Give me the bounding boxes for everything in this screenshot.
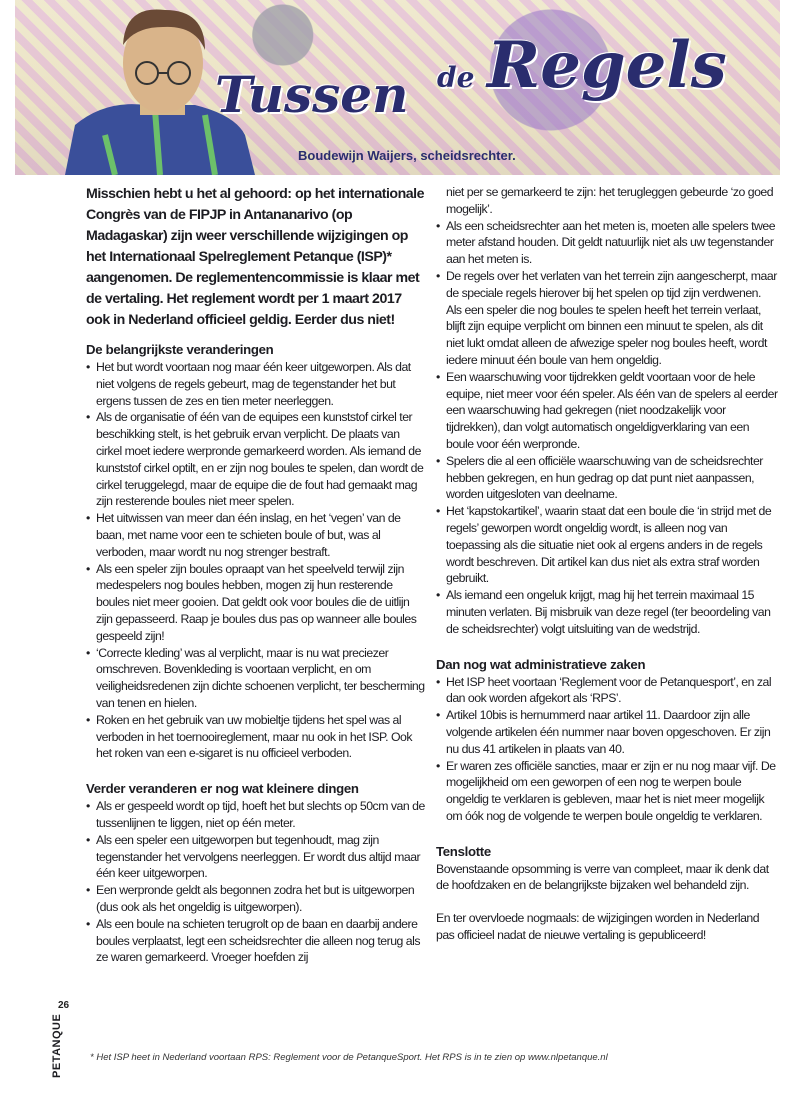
minor-changes-list — [86, 798, 428, 966]
title-part-2: de — [437, 61, 475, 94]
section-heading: Verder veranderen er nog wat kleinere dingen — [86, 781, 359, 797]
magazine-name: PETANQUE — [51, 1013, 63, 1078]
list-item: • Er waren zes officiële sancties, maar er zijn er nu nog maar vijf. De mogelijkheid om een geworpen of een nog te werpen boule ongeldig te verklaren is gebleven, maar het is niet meer mogelijk om óók nog de volgende te werpen boule ongeldig te verklaren. — [436, 758, 778, 825]
closing-paragraph: En ter overvloede nogmaals: de wijzigingen worden in Nederland pas officieel nadat de nieuwe vertaling is gepubliceerd! — [436, 911, 760, 943]
header-banner — [15, 0, 780, 175]
footnote: * Het ISP heet in Nederland voortaan RPS: Reglement voor de PetanqueSport. Het RPS is in te zien op www.nlpetanque.nl — [90, 1052, 608, 1063]
right-column — [436, 184, 778, 944]
closing-paragraph: Bovenstaande opsomming is verre van compleet, maar ik denk dat de hoofdzaken en de belangrijkste bijzaken wel behandeld zijn. — [436, 861, 769, 893]
section-heading: De belangrijkste veranderingen — [86, 342, 274, 357]
minor-changes-list-continued — [436, 218, 778, 638]
list-item: • Het ‘kapstokartikel’, waarin staat dat een boule die ‘in strijd met de regels’ geworpen wordt ongeldig wordt, is alleen nog van toepassing als die situatie niet ook al ergens anders in de regels wordt beschreven. Dit artikel kan dus niet als extra straf worden gebruikt. — [436, 503, 778, 587]
list-item: • Het but wordt voortaan nog maar één keer uitgeworpen. Als dat niet volgens de regels gebeurt, mag de tegenstander het but ergens tussen de zes en tien meter neerleggen. — [86, 359, 428, 409]
list-item: • Als een speler zijn boules opraapt van het speelveld terwijl zijn medespelers nog boules hebben, mogen zij hun resterende boules niet meer gooien. Dat geldt ook voor boules die de uitlijn zijn gepasseerd. Raap je boules dus pas op wanneer alle boules gespeeld zijn! — [86, 561, 428, 645]
column-title — [215, 20, 775, 140]
list-item: • ‘Correcte kleding’ was al verplicht, maar is nu wat preciezer omschreven. Bovenkleding is voortaan verplicht, en om veiligheidsredenen zijn dichte schoenen verplicht, ter bescherming van tenen en hielen. — [86, 645, 428, 712]
section-heading: Dan nog wat administratieve zaken — [436, 656, 646, 672]
section-heading: Tenslotte — [436, 843, 491, 859]
byline: Boudewijn Waijers, scheidsrechter. — [298, 148, 516, 163]
list-item: • Het ISP heet voortaan ‘Reglement voor de Petanquesport’, en zal dan ook worden afgekort als ‘RPS’. — [436, 674, 778, 708]
page-number: 26 — [58, 1000, 70, 1011]
continued-text: niet per se gemarkeerd te zijn: het terugleggen gebeurde ‘zo goed mogelijk’. — [446, 185, 774, 216]
list-item: • Een waarschuwing voor tijdrekken geldt voortaan voor de hele equipe, niet meer voor één speler. Als één van de spelers al eerder een waarschuwing had gekregen (niet noodzakelijk voor tijdrekken), dan volgt automatisch ongeldigverklaring van een boule voor één werpronde. — [436, 369, 778, 453]
title-part-3: Regels — [487, 28, 727, 103]
changes-list — [86, 359, 428, 762]
intro-paragraph: Misschien hebt u het al gehoord: op het internationale Congrès van de FIPJP in Antananarivo (op Madagaskar) zijn weer verschillende wijzigingen op het Internationaal Spelreglement Petanque (ISP)* aangenomen. De reglementencommissie is klaar met de vertaling. Het reglement wordt per 1 maart 2017 ook in Nederland officieel geldig. Eerder dus niet! — [86, 186, 424, 328]
list-item: • Als er gespeeld wordt op tijd, hoeft het but slechts op 50cm van de tussenlijnen te liggen, niet op één meter. — [86, 798, 428, 832]
list-item: • Als een speler een uitgeworpen but tegenhoudt, mag zijn tegenstander het vervolgens neerleggen. Er wordt dus altijd maar één keer uitgeworpen. — [86, 832, 428, 882]
left-column — [86, 184, 428, 966]
admin-list — [436, 674, 778, 825]
list-item: • Als een scheidsrechter aan het meten is, moeten alle spelers twee meter afstand houden. Dit geldt natuurlijk niet als uw tegenstander aan het meten is. — [436, 218, 778, 268]
list-item: • Spelers die al een officiële waarschuwing van de scheidsrechter hebben gekregen, en hun gedrag op dat punt niet aanpassen, worden uitgesloten van deelname. — [436, 453, 778, 503]
title-part-1: Tussen — [215, 65, 409, 124]
list-item: • Als de organisatie of één van de equipes een kunststof cirkel ter beschikking stelt, is het gebruik ervan verplicht. De plaats van cirkel moet iedere werpronde gemarkeerd worden. Als iemand de kunststof cirkel optilt, en er zijn nog boules te spelen, dan wordt de cirkel teruggelegd, maar de equipe die de fout had gemaakt mag zijn resterende boules niet meer spelen. — [86, 409, 428, 510]
list-item: • Roken en het gebruik van uw mobieltje tijdens het spel was al verboden in het toernooireglement, maar nu ook in het ISP. Ook het roken van een e-sigaret is nu officieel verboden. — [86, 712, 428, 762]
list-item: • Als een boule na schieten terugrolt op de baan en daarbij andere boules verplaatst, legt een scheidsrechter die alleen nog terug als ze waren gemarkeerd. Vroeger hoefden zij — [86, 916, 428, 966]
list-item: • Een werpronde geldt als begonnen zodra het but is uitgeworpen (dus ook als het ongeldig is uitgeworpen). — [86, 882, 428, 916]
list-item: • De regels over het verlaten van het terrein zijn aangescherpt, maar de speciale regels hierover bij het spelen op tijd zijn verdwenen. Als een speler die nog boules te spelen heeft het terrein verlaat, blijft zijn equipe verplicht om binnen een minuut te spelen, als dit niet lukt omdat alleen de afwezige speler nog boules heeft, wordt iedere minuut één boule van hem ongeldig. — [436, 268, 778, 369]
list-item: • Als iemand een ongeluk krijgt, mag hij het terrein maximaal 15 minuten verlaten. Bij misbruik van deze regel (ter beoordeling van de scheidsrechter) volgt uitsluiting van de wedstrijd. — [436, 587, 778, 637]
list-item: • Artikel 10bis is hernummerd naar artikel 11. Daardoor zijn alle volgende artikelen één nummer naar boven opgeschoven. Er zijn nu dus 41 artikelen in plaats van 40. — [436, 707, 778, 757]
list-item: • Het uitwissen van meer dan één inslag, en het ‘vegen’ van de baan, met name voor een te schieten boule of but, was al verboden, maar wordt nu nog strenger bestraft. — [86, 510, 428, 560]
